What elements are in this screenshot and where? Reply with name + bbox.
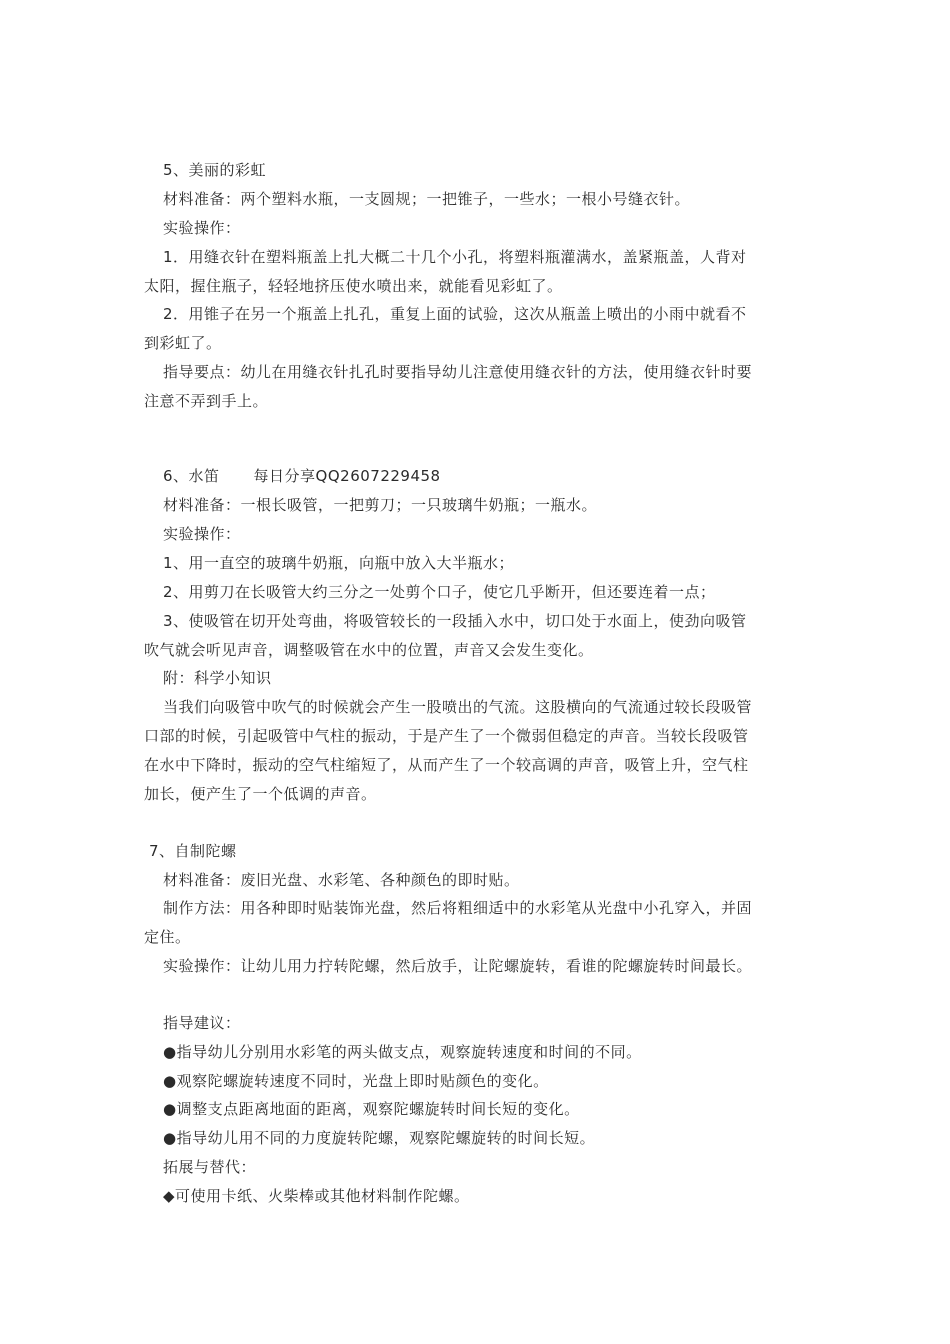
section-6-materials: 材料准备：一根长吸管，一把剪刀；一只玻璃牛奶瓶；一瓶水。	[163, 496, 598, 514]
section-6-step-2: 2、用剪刀在长吸管大约三分之一处剪个口子，使它几乎断开，但还要连着一点；	[163, 583, 716, 601]
section-7-extension-label: 拓展与替代：	[163, 1158, 257, 1176]
section-6-knowledge-cont-1: 口部的时候，引起吸管中气柱的振动，于是产生了一个微弱但稳定的声音。当较长段吸管	[144, 727, 749, 745]
advice-item: ●观察陀螺旋转速度不同时，光盘上即时贴颜色的变化。	[163, 1072, 549, 1090]
section-6-knowledge: 当我们向吸管中吹气的时候就会产生一股喷出的气流。这股横向的气流通过较长段吸管	[163, 698, 753, 716]
section-5-guide-cont: 注意不弄到手上。	[144, 392, 269, 410]
section-5-operation-label: 实验操作：	[163, 219, 241, 237]
advice-item: ●指导幼儿用不同的力度旋转陀螺，观察陀螺旋转的时间长短。	[163, 1129, 596, 1147]
section-6-appendix-label: 附：科学小知识	[163, 669, 272, 687]
section-5-step-2: 2．用锥子在另一个瓶盖上扎孔，重复上面的试验，这次从瓶盖上喷出的小雨中就看不	[163, 305, 747, 323]
section-6-heading	[163, 466, 823, 486]
section-6-knowledge-cont-2: 在水中下降时，振动的空气柱缩短了，从而产生了一个较高调的声音，吸管上升，空气柱	[144, 756, 749, 774]
section-5-guide: 指导要点：幼儿在用缝衣针扎孔时要指导幼儿注意使用缝衣针的方法，使用缝衣针时要	[163, 363, 753, 381]
section-5-materials: 材料准备：两个塑料水瓶，一支圆规；一把锥子，一些水；一根小号缝衣针。	[163, 190, 691, 208]
section-6-step-3: 3、使吸管在切开处弯曲，将吸管较长的一段插入水中，切口处于水面上，使劲向吸管	[163, 612, 747, 630]
section-7-title: 7、自制陀螺	[149, 842, 237, 860]
section-5-step-1-cont: 太阳，握住瓶子，轻轻地挤压使水喷出来，就能看见彩虹了。	[144, 277, 563, 295]
section-7-materials: 材料准备：废旧光盘、水彩笔、各种颜色的即时贴。	[163, 871, 520, 889]
section-7-operation: 实验操作：让幼儿用力拧转陀螺，然后放手，让陀螺旋转，看谁的陀螺旋转时间最长。	[163, 957, 753, 975]
section-6-step-3-cont: 吹气就会听见声音，调整吸管在水中的位置，声音又会发生变化。	[144, 641, 594, 659]
section-6-title: 6、水笛	[163, 467, 220, 485]
section-5-step-2-cont: 到彩虹了。	[144, 334, 222, 352]
advice-item: ●指导幼儿分别用水彩笔的两头做支点，观察旋转速度和时间的不同。	[163, 1043, 642, 1061]
section-7-extension-item: ◆可使用卡纸、火柴棒或其他材料制作陀螺。	[163, 1187, 470, 1205]
section-6-step-1: 1、用一直空的玻璃牛奶瓶，向瓶中放入大半瓶水；	[163, 554, 515, 572]
daily-share-text: 每日分享QQ2607229458	[253, 467, 441, 485]
advice-item: ●调整支点距离地面的距离，观察陀螺旋转时间长短的变化。	[163, 1100, 580, 1118]
section-5-step-1: 1．用缝衣针在塑料瓶盖上扎大概二十几个小孔，将塑料瓶灌满水，盖紧瓶盖，人背对	[163, 248, 747, 266]
section-5-title: 5、美丽的彩虹	[163, 161, 267, 179]
section-7-advice-label: 指导建议：	[163, 1014, 241, 1032]
section-7-method: 制作方法：用各种即时贴装饰光盘，然后将粗细适中的水彩笔从光盘中小孔穿入，并固	[163, 899, 753, 917]
section-7-method-cont: 定住。	[144, 928, 191, 946]
section-6-knowledge-cont-3: 加长，便产生了一个低调的声音。	[144, 785, 377, 803]
section-6-operation-label: 实验操作：	[163, 525, 241, 543]
